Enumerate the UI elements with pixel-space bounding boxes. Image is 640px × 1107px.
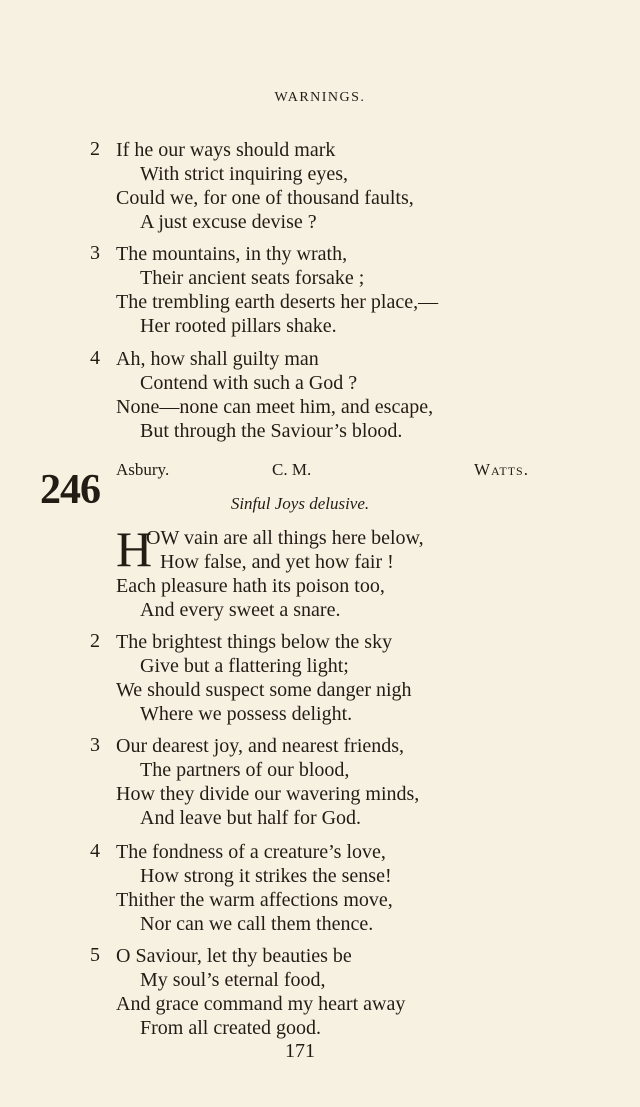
stanza-line: How strong it strikes the sense!	[140, 865, 392, 887]
stanza-line: Our dearest joy, and nearest friends,	[116, 735, 405, 757]
stanza-line: Nor can we call them thence.	[140, 913, 374, 935]
stanza-number: 5	[90, 944, 100, 966]
stanza-line: With strict inquiring eyes,	[140, 163, 349, 185]
stanza-line: Thither the warm affections move,	[116, 889, 393, 911]
hymn-subtitle: Sinful Joys delusive.	[230, 494, 370, 513]
stanza-line: Ah, how shall guilty man	[116, 348, 319, 370]
stanza-line: Their ancient seats forsake ;	[140, 267, 365, 289]
stanza-line: And leave but half for God.	[140, 807, 362, 829]
stanza-line: The brightest things below the sky	[116, 631, 393, 653]
stanza-number: 4	[90, 347, 100, 369]
stanza-line: OW vain are all things here below,	[146, 527, 424, 549]
stanza-line: Each pleasure hath its poison too,	[116, 575, 385, 597]
stanza-number: 4	[90, 840, 100, 862]
stanza-line: And grace command my heart away	[116, 993, 406, 1015]
stanza-number: 3	[90, 242, 100, 264]
page-number: 171	[285, 1040, 315, 1062]
stanza-line: The fondness of a creature’s love,	[116, 841, 386, 863]
stanza-line: From all created good.	[140, 1017, 322, 1039]
stanza-line: Contend with such a God ?	[140, 372, 358, 394]
stanza-number: 2	[90, 630, 100, 652]
stanza-line: Give but a flattering light;	[140, 655, 349, 677]
stanza-number: 3	[90, 734, 100, 756]
stanza-line: How they divide our wavering minds,	[116, 783, 420, 805]
drop-cap: H	[116, 521, 153, 577]
tune-name: Asbury.	[116, 460, 170, 479]
stanza-line: None—none can meet him, and escape,	[116, 396, 434, 418]
stanza-line: O Saviour, let thy beauties be	[116, 945, 352, 967]
author: Watts.	[474, 460, 529, 479]
stanza-line: The partners of our blood,	[140, 759, 350, 781]
stanza-number: 2	[90, 138, 100, 160]
stanza-line: But through the Saviour’s blood.	[140, 420, 403, 442]
stanza-line: A just excuse devise ?	[140, 211, 317, 233]
stanza-line: We should suspect some danger nigh	[116, 679, 412, 701]
stanza-line: How false, and yet how fair !	[160, 551, 394, 573]
hymn-number: 246	[40, 467, 100, 513]
stanza-line: Could we, for one of thousand faults,	[116, 187, 414, 209]
stanza-line: My soul’s eternal food,	[140, 969, 326, 991]
running-header: WARNINGS.	[274, 90, 366, 105]
stanza-line: Where we possess delight.	[140, 703, 353, 725]
stanza-line: The mountains, in thy wrath,	[116, 243, 348, 265]
stanza-line: Her rooted pillars shake.	[140, 315, 337, 337]
meter: C. M.	[272, 460, 312, 479]
stanza-line: The trembling earth deserts her place,—	[116, 291, 439, 313]
stanza-line: If he our ways should mark	[116, 139, 336, 161]
stanza-line: And every sweet a snare.	[140, 599, 341, 621]
